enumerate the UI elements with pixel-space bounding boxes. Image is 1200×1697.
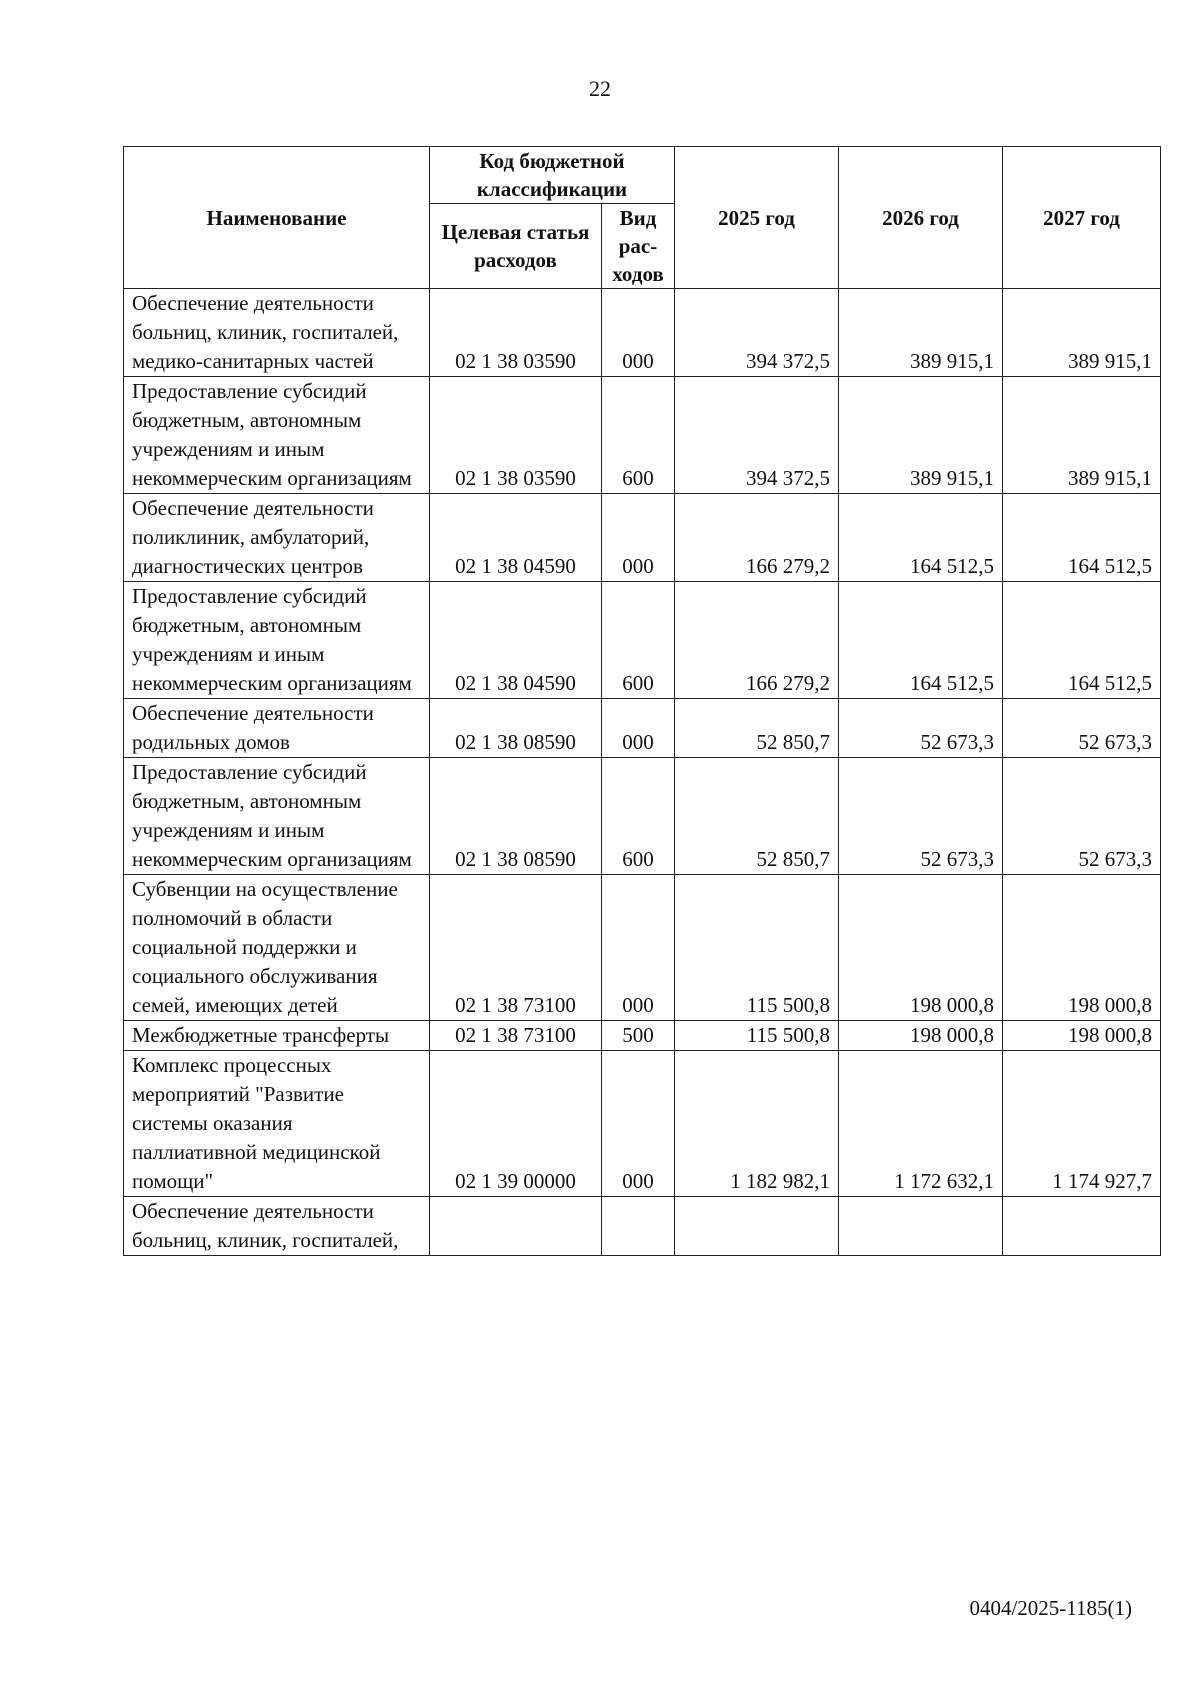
cell-2025: 166 279,2 <box>675 582 839 699</box>
cell-2027: 52 673,3 <box>1003 699 1161 758</box>
cell-2027: 198 000,8 <box>1003 875 1161 1021</box>
cell-kind: 000 <box>602 494 675 582</box>
cell-2026: 164 512,5 <box>839 582 1003 699</box>
budget-table <box>123 146 1161 1256</box>
cell-2026: 164 512,5 <box>839 494 1003 582</box>
cell-2026: 52 673,3 <box>839 758 1003 875</box>
cell-name: Комплекс процессных мероприятий "Развитие системы оказания паллиативной медицинской помощи" <box>124 1051 430 1197</box>
cell-name: Обеспечение деятельности поликлиник, амбулаторий, диагностических центров <box>124 494 430 582</box>
cell-kind: 600 <box>602 582 675 699</box>
cell-2025: 115 500,8 <box>675 1021 839 1051</box>
cell-kind: 600 <box>602 758 675 875</box>
cell-2027: 164 512,5 <box>1003 582 1161 699</box>
cell-2026: 52 673,3 <box>839 699 1003 758</box>
header-year-2026: 2026 год <box>839 147 1003 289</box>
table-row <box>124 1197 1161 1256</box>
cell-code: 02 1 38 03590 <box>430 289 602 377</box>
table-row <box>124 1051 1161 1197</box>
cell-2025: 166 279,2 <box>675 494 839 582</box>
cell-2026: 198 000,8 <box>839 1021 1003 1051</box>
table-row <box>124 1021 1161 1051</box>
cell-2026: 389 915,1 <box>839 289 1003 377</box>
cell-name: Обеспечение деятельности родильных домов <box>124 699 430 758</box>
cell-2027: 164 512,5 <box>1003 494 1161 582</box>
table-row <box>124 289 1161 377</box>
cell-kind: 000 <box>602 699 675 758</box>
cell-2025 <box>675 1197 839 1256</box>
header-target-article: Целевая статья расходов <box>430 204 602 289</box>
table-row <box>124 758 1161 875</box>
table-row <box>124 582 1161 699</box>
cell-code <box>430 1197 602 1256</box>
page-number: 22 <box>589 76 611 101</box>
cell-2027: 1 174 927,7 <box>1003 1051 1161 1197</box>
cell-name: Субвенции на осуществление полномочий в области социальной поддержки и социального обслуживания семей, имеющих детей <box>124 875 430 1021</box>
cell-2027: 389 915,1 <box>1003 377 1161 494</box>
cell-kind: 500 <box>602 1021 675 1051</box>
cell-name: Предоставление субсидий бюджетным, автономным учреждениям и иным некоммерческим организациям <box>124 377 430 494</box>
cell-kind: 000 <box>602 875 675 1021</box>
cell-code: 02 1 38 73100 <box>430 1021 602 1051</box>
document-id: 0404/2025-1185(1) <box>969 1596 1132 1620</box>
cell-code: 02 1 38 08590 <box>430 699 602 758</box>
cell-2027 <box>1003 1197 1161 1256</box>
cell-code: 02 1 38 08590 <box>430 758 602 875</box>
table-row <box>124 494 1161 582</box>
cell-name: Обеспечение деятельности больниц, клиник, госпиталей, <box>124 1197 430 1256</box>
cell-2027: 198 000,8 <box>1003 1021 1161 1051</box>
table-body <box>124 289 1161 1256</box>
header-year-2025: 2025 год <box>675 147 839 289</box>
cell-2027: 52 673,3 <box>1003 758 1161 875</box>
header-name: Наименование <box>124 147 430 289</box>
header-year-2027: 2027 год <box>1003 147 1161 289</box>
cell-2025: 52 850,7 <box>675 758 839 875</box>
cell-kind <box>602 1197 675 1256</box>
cell-code: 02 1 39 00000 <box>430 1051 602 1197</box>
header-expense-kind: Вид рас-ходов <box>602 204 675 289</box>
cell-2026: 389 915,1 <box>839 377 1003 494</box>
table-row <box>124 699 1161 758</box>
cell-name: Предоставление субсидий бюджетным, автономным учреждениям и иным некоммерческим организациям <box>124 758 430 875</box>
cell-name: Предоставление субсидий бюджетным, автономным учреждениям и иным некоммерческим организациям <box>124 582 430 699</box>
cell-2025: 52 850,7 <box>675 699 839 758</box>
cell-2025: 1 182 982,1 <box>675 1051 839 1197</box>
cell-name: Обеспечение деятельности больниц, клиник, госпиталей, медико-санитарных частей <box>124 289 430 377</box>
cell-kind: 600 <box>602 377 675 494</box>
cell-kind: 000 <box>602 289 675 377</box>
cell-code: 02 1 38 03590 <box>430 377 602 494</box>
header-code-group: Код бюджетной классификации <box>430 147 675 204</box>
cell-2025: 394 372,5 <box>675 289 839 377</box>
cell-2026: 1 172 632,1 <box>839 1051 1003 1197</box>
cell-2026 <box>839 1197 1003 1256</box>
cell-code: 02 1 38 04590 <box>430 494 602 582</box>
cell-code: 02 1 38 73100 <box>430 875 602 1021</box>
cell-name: Межбюджетные трансферты <box>124 1021 430 1051</box>
cell-code: 02 1 38 04590 <box>430 582 602 699</box>
cell-2026: 198 000,8 <box>839 875 1003 1021</box>
table-row <box>124 377 1161 494</box>
table-row <box>124 875 1161 1021</box>
cell-2025: 115 500,8 <box>675 875 839 1021</box>
cell-kind: 000 <box>602 1051 675 1197</box>
cell-2025: 394 372,5 <box>675 377 839 494</box>
cell-2027: 389 915,1 <box>1003 289 1161 377</box>
